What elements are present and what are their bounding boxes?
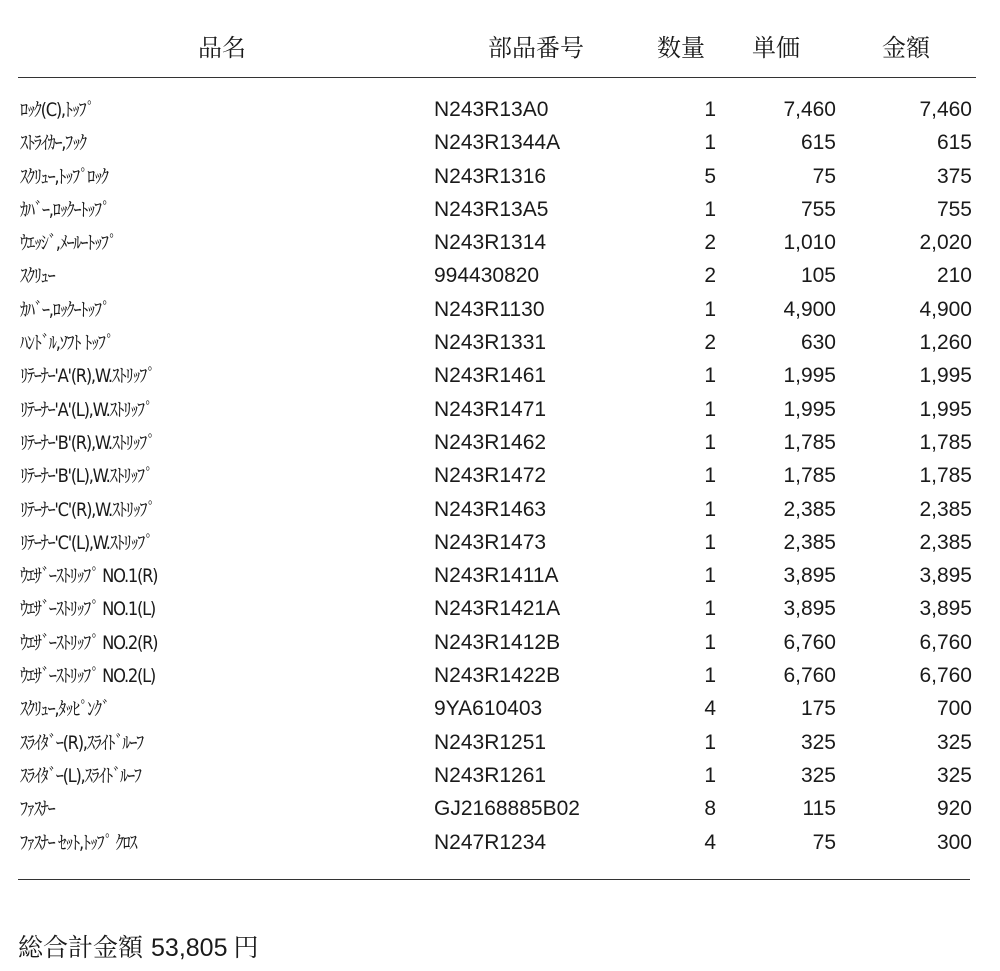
part-name-cell: ﾌｧｽﾅｰ ｾｯﾄ,ﾄｯﾌﾟ ｸﾛｽ <box>20 831 137 854</box>
unit-price-cell: 2,385 <box>783 497 836 521</box>
quantity-cell: 1 <box>704 364 716 388</box>
header-unit-price: 単価 <box>752 34 800 62</box>
unit-price-cell: 325 <box>800 763 836 787</box>
header-divider <box>18 77 976 78</box>
part-number-cell: N243R1463 <box>434 497 547 521</box>
amount-cell: 7,460 <box>919 98 972 121</box>
amount-cell: 2,385 <box>919 530 972 554</box>
amount-cell: 325 <box>936 730 972 754</box>
header-quantity: 数量 <box>657 34 705 62</box>
part-number-cell: N243R13A0 <box>434 98 549 121</box>
table-row <box>0 96 1000 129</box>
part-name-cell: ﾘﾃｰﾅｰ'B'(L),W.ｽﾄﾘｯﾌﾟ <box>20 465 153 488</box>
part-number-cell: N243R1314 <box>434 231 547 255</box>
amount-cell: 700 <box>936 697 972 721</box>
unit-price-cell: 3,895 <box>783 597 836 621</box>
quantity-cell: 1 <box>704 630 716 654</box>
unit-price-cell: 615 <box>800 131 836 155</box>
amount-cell: 3,895 <box>919 564 972 588</box>
part-number-cell: 994430820 <box>434 264 540 288</box>
part-number-cell: N243R1130 <box>434 297 545 321</box>
amount-cell: 4,900 <box>919 297 972 321</box>
table-row <box>0 429 1000 462</box>
quantity-cell: 1 <box>704 197 716 221</box>
parts-table-body <box>0 96 1000 862</box>
table-row <box>0 163 1000 196</box>
part-name-cell: ﾘﾃｰﾅｰ'C'(R),W.ｽﾄﾘｯﾌﾟ <box>20 498 155 521</box>
unit-price-cell: 1,995 <box>783 364 836 388</box>
part-name-cell: ﾘﾃｰﾅｰ'A'(L),W.ｽﾄﾘｯﾌﾟ <box>20 398 153 421</box>
table-row <box>0 362 1000 395</box>
part-name-cell: ｳｴｻﾞｰｽﾄﾘｯﾌﾟ NO.2(R) <box>20 631 158 654</box>
unit-price-cell: 175 <box>800 697 836 721</box>
table-row <box>0 196 1000 229</box>
part-name-cell: ｽｸﾘｭｰ,ﾀｯﾋﾟﾝｸﾞ <box>20 698 110 721</box>
unit-price-cell: 4,900 <box>783 297 836 321</box>
part-name-cell: ｳｴｻﾞｰｽﾄﾘｯﾌﾟ NO.2(L) <box>20 665 156 688</box>
quantity-cell: 1 <box>704 497 716 521</box>
part-name-cell: ｶﾊﾞｰ,ﾛｯｸｰﾄｯﾌﾟ <box>20 298 110 321</box>
quantity-cell: 1 <box>704 464 716 488</box>
amount-cell: 1,995 <box>919 397 972 421</box>
grand-total-value: 53,805 <box>151 934 228 962</box>
part-number-cell: N243R13A5 <box>434 197 549 221</box>
unit-price-cell: 755 <box>800 197 836 221</box>
part-number-cell: N243R1316 <box>434 164 547 188</box>
quantity-cell: 1 <box>704 664 716 688</box>
part-number-cell: N243R1461 <box>434 364 547 388</box>
amount-cell: 1,260 <box>919 331 972 355</box>
amount-cell: 1,995 <box>919 364 972 388</box>
amount-cell: 6,760 <box>919 630 972 654</box>
grand-total-currency: 円 <box>233 933 259 962</box>
part-name-cell: ｽﾄﾗｲｶｰ,ﾌｯｸ <box>20 132 86 155</box>
unit-price-cell: 7,460 <box>783 98 836 121</box>
quantity-cell: 5 <box>704 164 716 188</box>
quantity-cell: 8 <box>704 797 716 821</box>
quantity-cell: 1 <box>704 397 716 421</box>
table-row <box>0 795 1000 828</box>
unit-price-cell: 1,785 <box>783 464 836 488</box>
part-number-cell: N243R1344A <box>434 131 561 155</box>
amount-cell: 755 <box>936 197 972 221</box>
unit-price-cell: 115 <box>802 797 836 821</box>
part-name-cell: ﾘﾃｰﾅｰ'B'(R),W.ｽﾄﾘｯﾌﾟ <box>20 431 155 454</box>
table-row <box>0 129 1000 162</box>
part-name-cell: ｳｴｻﾞｰｽﾄﾘｯﾌﾟ NO.1(R) <box>20 565 158 588</box>
table-row <box>0 529 1000 562</box>
part-name-cell: ｽﾗｲﾀﾞｰ(R),ｽﾗｲﾄﾞﾙｰﾌ <box>20 731 144 754</box>
unit-price-cell: 75 <box>812 830 836 854</box>
table-row <box>0 329 1000 362</box>
part-number-cell: GJ2168885B02 <box>434 797 580 821</box>
unit-price-cell: 6,760 <box>783 630 836 654</box>
table-row <box>0 729 1000 762</box>
table-row <box>0 662 1000 695</box>
footer-divider <box>18 879 970 880</box>
quantity-cell: 1 <box>704 597 716 621</box>
table-row <box>0 695 1000 728</box>
part-name-cell: ﾊﾝﾄﾞﾙ,ｿﾌﾄ ﾄｯﾌﾟ <box>20 332 113 355</box>
table-row <box>0 562 1000 595</box>
quantity-cell: 1 <box>704 297 716 321</box>
table-row <box>0 296 1000 329</box>
quantity-cell: 4 <box>704 697 716 721</box>
part-number-cell: N243R1421A <box>434 597 561 621</box>
amount-cell: 300 <box>936 830 972 854</box>
amount-cell: 615 <box>936 131 972 155</box>
amount-cell: 1,785 <box>919 430 972 454</box>
part-name-cell: ｳｴｻﾞｰｽﾄﾘｯﾌﾟ NO.1(L) <box>20 598 156 621</box>
quantity-cell: 1 <box>704 131 716 155</box>
unit-price-cell: 105 <box>800 264 836 288</box>
part-number-cell: N243R1471 <box>434 397 547 421</box>
header-name: 品名 <box>198 34 246 62</box>
quantity-cell: 1 <box>704 564 716 588</box>
quantity-cell: 1 <box>704 98 716 121</box>
quantity-cell: 2 <box>704 264 716 288</box>
amount-cell: 2,020 <box>919 231 972 255</box>
part-number-cell: N243R1473 <box>434 530 547 554</box>
unit-price-cell: 75 <box>812 164 836 188</box>
unit-price-cell: 2,385 <box>783 530 836 554</box>
table-row <box>0 629 1000 662</box>
part-number-cell: N243R1462 <box>434 430 547 454</box>
part-number-cell: 9YA610403 <box>434 697 543 721</box>
part-name-cell: ﾌｧｽﾅｰ <box>20 798 55 821</box>
table-row <box>0 396 1000 429</box>
quantity-cell: 1 <box>704 763 716 787</box>
part-number-cell: N243R1331 <box>434 331 547 355</box>
table-row <box>0 262 1000 295</box>
amount-cell: 3,895 <box>919 597 972 621</box>
part-name-cell: ｳｴｯｼﾞ,ﾒｰﾙｰﾄｯﾌﾟ <box>20 232 116 255</box>
table-row <box>0 829 1000 862</box>
part-name-cell: ﾘﾃｰﾅｰ'C'(L),W.ｽﾄﾘｯﾌﾟ <box>20 531 153 554</box>
quantity-cell: 2 <box>704 331 716 355</box>
unit-price-cell: 1,785 <box>783 430 836 454</box>
table-row <box>0 762 1000 795</box>
part-number-cell: N243R1411A <box>434 564 559 588</box>
unit-price-cell: 6,760 <box>783 664 836 688</box>
part-name-cell: ｽﾗｲﾀﾞｰ(L),ｽﾗｲﾄﾞﾙｰﾌ <box>20 764 141 787</box>
grand-total <box>18 928 259 964</box>
amount-cell: 325 <box>936 763 972 787</box>
header-amount: 金額 <box>882 34 930 62</box>
table-header <box>0 28 1000 68</box>
header-part-number: 部品番号 <box>488 34 584 62</box>
part-name-cell: ﾛｯｸ(C),ﾄｯﾌﾟ <box>20 99 94 121</box>
table-row <box>0 496 1000 529</box>
amount-cell: 210 <box>936 264 972 288</box>
quantity-cell: 1 <box>704 730 716 754</box>
quantity-cell: 1 <box>704 430 716 454</box>
table-row <box>0 462 1000 495</box>
unit-price-cell: 325 <box>800 730 836 754</box>
amount-cell: 6,760 <box>919 664 972 688</box>
table-row <box>0 229 1000 262</box>
amount-cell: 1,785 <box>919 464 972 488</box>
part-number-cell: N243R1412B <box>434 630 561 654</box>
part-name-cell: ｽｸﾘｭｰ,ﾄｯﾌﾟﾛｯｸ <box>20 165 108 188</box>
part-number-cell: N243R1251 <box>434 730 547 754</box>
grand-total-label: 総合計金額 <box>18 933 144 962</box>
table-row <box>0 595 1000 628</box>
part-name-cell: ｽｸﾘｭｰ <box>20 265 55 288</box>
part-name-cell: ｶﾊﾞｰ,ﾛｯｸｰﾄｯﾌﾟ <box>20 198 110 221</box>
amount-cell: 920 <box>936 797 972 821</box>
quantity-cell: 2 <box>704 231 716 255</box>
part-number-cell: N243R1472 <box>434 464 547 488</box>
amount-cell: 375 <box>936 164 972 188</box>
part-number-cell: N243R1261 <box>434 763 547 787</box>
amount-cell: 2,385 <box>919 497 972 521</box>
unit-price-cell: 3,895 <box>783 564 836 588</box>
unit-price-cell: 1,010 <box>783 231 836 255</box>
quantity-cell: 1 <box>704 530 716 554</box>
part-name-cell: ﾘﾃｰﾅｰ'A'(R),W.ｽﾄﾘｯﾌﾟ <box>20 365 155 388</box>
unit-price-cell: 630 <box>800 331 836 355</box>
unit-price-cell: 1,995 <box>783 397 836 421</box>
part-number-cell: N243R1422B <box>434 664 561 688</box>
part-number-cell: N247R1234 <box>434 830 547 854</box>
quantity-cell: 4 <box>704 830 716 854</box>
